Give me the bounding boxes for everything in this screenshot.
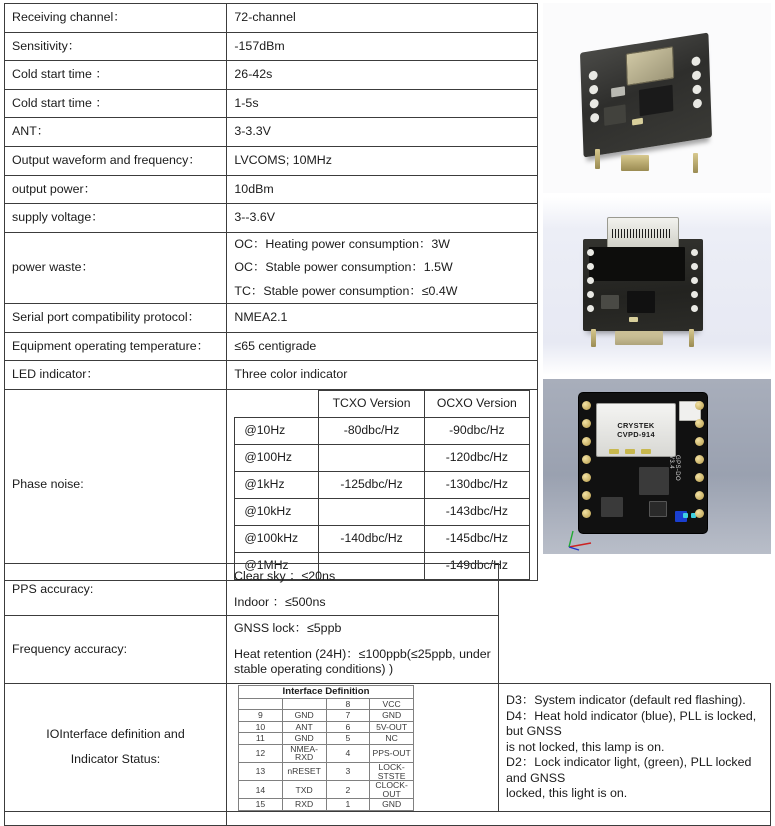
spec-value: 3--3.6V xyxy=(227,204,538,233)
spec-value: -157dBm xyxy=(227,32,538,61)
table-row xyxy=(239,781,414,799)
indicator-line: is not locked, this lamp is on. xyxy=(506,739,665,754)
pin-right-number: 1 xyxy=(326,799,370,811)
pad-icon xyxy=(695,455,704,464)
table-row xyxy=(235,391,530,418)
table-row xyxy=(239,744,414,762)
spec-value: Three color indicator xyxy=(227,361,538,390)
spec-label: Output waveform and frequency： xyxy=(5,146,227,175)
spec-label: Cold start time ： xyxy=(5,89,227,118)
pin-left-number: 12 xyxy=(239,744,283,762)
indicator-line: D2：Lock indicator light, (green), PLL locked and GNSS xyxy=(506,755,752,785)
pad-icon xyxy=(691,56,700,66)
phase-noise-frequency: @10kHz xyxy=(235,499,319,526)
pin-left-name xyxy=(282,698,326,710)
smd-component-icon xyxy=(632,118,643,126)
spec-label: Sensitivity： xyxy=(5,32,227,61)
pin-left-number: 14 xyxy=(239,781,283,799)
pad-icon xyxy=(582,437,591,446)
pin-right-name: GND xyxy=(370,710,414,722)
table-row xyxy=(239,685,414,698)
spec-label: Receiving channel： xyxy=(5,4,227,33)
pps-accuracy-table xyxy=(4,563,771,826)
spec-value: ≤65 centigrade xyxy=(227,332,538,361)
pin-left-name: nRESET xyxy=(282,763,326,781)
header-pin-icon xyxy=(621,155,649,171)
pps-accuracy-values xyxy=(227,564,499,616)
pin-left-name: ANT xyxy=(282,721,326,733)
smd-component-icon xyxy=(611,86,625,97)
oscillator-can-icon xyxy=(626,46,675,86)
oscillator-part-number: CVPD-914 xyxy=(617,430,655,439)
phase-noise-ocxo-value: -120dbc/Hz xyxy=(424,445,529,472)
product-photo-cad xyxy=(543,379,771,554)
pin-right-name: LOCK-STSTE xyxy=(370,763,414,781)
pin-left-number: 10 xyxy=(239,721,283,733)
pin-right-number: 3 xyxy=(326,763,370,781)
spec-label: Equipment operating temperature： xyxy=(5,332,227,361)
spec-label: supply voltage： xyxy=(5,204,227,233)
indicator-line: D3：System indicator (default red flashing). xyxy=(506,693,746,708)
pad-icon xyxy=(582,509,591,518)
specification-table xyxy=(4,3,538,581)
pad-icon xyxy=(589,70,598,80)
table-row xyxy=(5,304,538,333)
photo-background xyxy=(543,197,771,375)
header-pin-icon xyxy=(689,329,694,347)
smd-component-icon xyxy=(641,449,651,454)
pin-left-name: TXD xyxy=(282,781,326,799)
pin-right-number: 5 xyxy=(326,733,370,745)
table-row-phase-noise xyxy=(5,390,538,581)
indicator-line: locked, this light is on. xyxy=(506,786,628,801)
ic-chip-icon xyxy=(639,467,669,495)
header-pin-icon xyxy=(615,331,663,345)
shield-area-icon xyxy=(589,247,685,281)
pin-right-name: CLOCK-OUT xyxy=(370,781,414,799)
pad-icon xyxy=(695,509,704,518)
table-row xyxy=(235,472,530,499)
table-row xyxy=(239,763,414,781)
pad-icon xyxy=(582,401,591,410)
pad-icon xyxy=(691,305,698,312)
pin-left-name: GND xyxy=(282,710,326,722)
spec-label: Serial port compatibility protocol： xyxy=(5,304,227,333)
cad-axis-indicator-icon xyxy=(565,529,595,551)
pin-right-number: 2 xyxy=(326,781,370,799)
pad-icon xyxy=(695,473,704,482)
pad-icon xyxy=(590,113,599,123)
pad-icon xyxy=(582,455,591,464)
spec-label: output power： xyxy=(5,175,227,204)
pps-accuracy-line: Indoor ：≤500ns xyxy=(234,594,326,609)
header-pin-icon xyxy=(693,153,698,173)
spec-value: 72-channel xyxy=(227,4,538,33)
phase-noise-ocxo-value: -149dbc/Hz xyxy=(424,553,529,580)
table-row-frequency-accuracy xyxy=(5,616,771,684)
frequency-accuracy-line: GNSS lock：≤5ppb xyxy=(234,621,342,635)
pad-icon xyxy=(691,277,698,284)
power-waste-label: power waste： xyxy=(5,232,227,304)
spec-value: 3-3.3V xyxy=(227,118,538,147)
pps-accuracy-label: PPS accuracy: xyxy=(5,564,227,616)
crystek-oscillator-icon xyxy=(596,403,676,457)
frequency-accuracy-line: Heat retention (24H)：≤100ppb(≤25ppb, under stable operating conditions) ) xyxy=(234,646,491,676)
io-label-line2: Indicator Status: xyxy=(70,751,161,766)
indicator-status-text xyxy=(499,683,771,812)
header-pin-icon xyxy=(591,329,596,347)
pcb-board-cad xyxy=(579,393,707,533)
smd-component-icon xyxy=(629,317,638,322)
pad-icon xyxy=(695,437,704,446)
interface-definition-table xyxy=(238,685,414,812)
oscillator-brand: CRYSTEK xyxy=(617,420,655,430)
pad-icon xyxy=(691,263,698,270)
phase-noise-frequency: @100Hz xyxy=(235,445,319,472)
table-row-empty xyxy=(5,812,771,826)
pcb-board-top xyxy=(583,239,703,331)
phase-noise-tcxo-value: -125dbc/Hz xyxy=(319,472,424,499)
table-row xyxy=(5,204,538,233)
pin-right-number: 6 xyxy=(326,721,370,733)
ic-chip-icon xyxy=(639,85,673,116)
table-row-pps-accuracy xyxy=(5,564,771,616)
barcode-icon xyxy=(612,229,672,238)
phase-noise-ocxo-value: -90dbc/Hz xyxy=(424,418,529,445)
header-pin-icon xyxy=(595,149,600,169)
phase-noise-corner xyxy=(235,391,319,418)
oscillator-can-icon xyxy=(607,217,679,249)
pad-icon xyxy=(587,277,594,284)
smd-component-icon xyxy=(609,449,619,454)
phase-noise-frequency: @100kHz xyxy=(235,526,319,553)
led-icon xyxy=(683,513,688,518)
spec-value: 10dBm xyxy=(227,175,538,204)
pad-icon xyxy=(691,249,698,256)
spec-label: ANT： xyxy=(5,118,227,147)
phase-noise-tcxo-value xyxy=(319,445,424,472)
spec-table-body xyxy=(5,4,538,581)
pin-left-number: 9 xyxy=(239,710,283,722)
pcb-board-isometric xyxy=(580,32,712,157)
io-interface-label xyxy=(5,683,227,812)
power-waste-line: OC：Stable power consumption：1.5W xyxy=(234,260,453,275)
pin-left-number xyxy=(239,698,283,710)
table-row xyxy=(5,89,538,118)
pad-icon xyxy=(691,291,698,298)
photo-background xyxy=(543,3,771,193)
table-row xyxy=(5,118,538,147)
pin-left-number: 15 xyxy=(239,799,283,811)
pad-icon xyxy=(695,491,704,500)
phase-noise-ocxo-value: -145dbc/Hz xyxy=(424,526,529,553)
ic-chip-icon xyxy=(649,501,667,517)
table-row xyxy=(239,721,414,733)
pin-left-number: 11 xyxy=(239,733,283,745)
table-row xyxy=(5,4,538,33)
table-row xyxy=(5,32,538,61)
phase-noise-ocxo-value: -143dbc/Hz xyxy=(424,499,529,526)
table-row xyxy=(5,175,538,204)
pin-right-name: VCC xyxy=(370,698,414,710)
phase-noise-col-ocxo: OCXO Version xyxy=(424,391,529,418)
pad-icon xyxy=(587,249,594,256)
pin-right-number: 4 xyxy=(326,744,370,762)
pad-icon xyxy=(692,70,701,80)
spec-label: LED indicator： xyxy=(5,361,227,390)
pin-left-name: NMEA-RXD xyxy=(282,744,326,762)
interface-table-title: Interface Definition xyxy=(239,685,414,698)
product-photo-isometric xyxy=(543,3,771,193)
pad-icon xyxy=(587,291,594,298)
table-row xyxy=(235,418,530,445)
pin-right-number: 8 xyxy=(326,698,370,710)
phase-noise-table xyxy=(234,390,530,580)
empty-cell-right xyxy=(227,812,771,826)
indicator-line: D4：Heat hold indicator (blue), PLL is locked, but GNSS xyxy=(506,708,757,739)
pad-icon xyxy=(590,98,599,108)
power-waste-line: TC：Stable power consumption：≤0.4W xyxy=(234,283,458,298)
table-row xyxy=(235,526,530,553)
table-row xyxy=(239,710,414,722)
io-pinout-cell xyxy=(227,683,499,812)
pin-left-name: RXD xyxy=(282,799,326,811)
pad-icon xyxy=(587,305,594,312)
spec-value: LVCOMS; 10MHz xyxy=(227,146,538,175)
spec-label: Cold start time ： xyxy=(5,61,227,90)
io-label-line1: IOInterface definition and xyxy=(46,727,185,742)
phase-noise-frequency: @1MHz xyxy=(235,553,319,580)
phase-noise-frequency: @10Hz xyxy=(235,418,319,445)
pad-icon xyxy=(589,84,598,94)
pin-right-number: 7 xyxy=(326,710,370,722)
cad-silkscreen-label: GPS-DO V3.4 xyxy=(668,455,680,482)
frequency-accuracy-label: Frequency accuracy: xyxy=(5,616,227,684)
pin-right-name: PPS-OUT xyxy=(370,744,414,762)
pps-accuracy-line: Clear sky ：≤20ns xyxy=(234,569,336,583)
table-row xyxy=(239,733,414,745)
power-waste-values xyxy=(227,232,538,304)
pin-right-name: NC xyxy=(370,733,414,745)
frequency-accuracy-values xyxy=(227,616,499,684)
table-row xyxy=(5,61,538,90)
table-row xyxy=(239,799,414,811)
pad-icon xyxy=(692,84,701,94)
empty-cell-left xyxy=(5,812,227,826)
pin-left-name: GND xyxy=(282,733,326,745)
ic-chip-icon xyxy=(627,291,655,313)
table-row xyxy=(5,332,538,361)
pad-icon xyxy=(582,491,591,500)
spec-value: 1-5s xyxy=(227,89,538,118)
phase-noise-ocxo-value: -130dbc/Hz xyxy=(424,472,529,499)
pin-left-number: 13 xyxy=(239,763,283,781)
pin-right-name: GND xyxy=(370,799,414,811)
table-row-io-interface xyxy=(5,683,771,812)
table-row xyxy=(235,445,530,472)
pad-icon xyxy=(695,419,704,428)
spec-value: 26-42s xyxy=(227,61,538,90)
phase-noise-tcxo-value: -140dbc/Hz xyxy=(319,526,424,553)
ic-chip-icon xyxy=(601,497,623,517)
phase-noise-label: Phase noise: xyxy=(5,390,227,581)
pad-icon xyxy=(582,473,591,482)
pad-icon xyxy=(582,419,591,428)
phase-noise-cell xyxy=(227,390,538,581)
pad-icon xyxy=(695,401,704,410)
phase-noise-tcxo-value: -80dbc/Hz xyxy=(319,418,424,445)
photo-background xyxy=(543,379,771,554)
phase-noise-frequency: @1kHz xyxy=(235,472,319,499)
phase-noise-tcxo-value xyxy=(319,499,424,526)
pad-icon xyxy=(587,263,594,270)
pad-icon xyxy=(693,98,702,108)
table-row xyxy=(235,499,530,526)
product-photo-top xyxy=(543,197,771,375)
table-row xyxy=(5,361,538,390)
ic-chip-icon xyxy=(601,295,619,309)
table-row xyxy=(5,146,538,175)
table-row-power-waste xyxy=(5,232,538,304)
power-waste-line: OC：Heating power consumption：3W xyxy=(234,236,450,251)
pin-right-name: 5V-OUT xyxy=(370,721,414,733)
smd-component-icon xyxy=(625,449,635,454)
io-label-spacer xyxy=(12,743,219,752)
spec-value: NMEA2.1 xyxy=(227,304,538,333)
phase-noise-col-tcxo: TCXO Version xyxy=(319,391,424,418)
ic-chip-icon xyxy=(604,104,626,126)
table-row xyxy=(239,698,414,710)
